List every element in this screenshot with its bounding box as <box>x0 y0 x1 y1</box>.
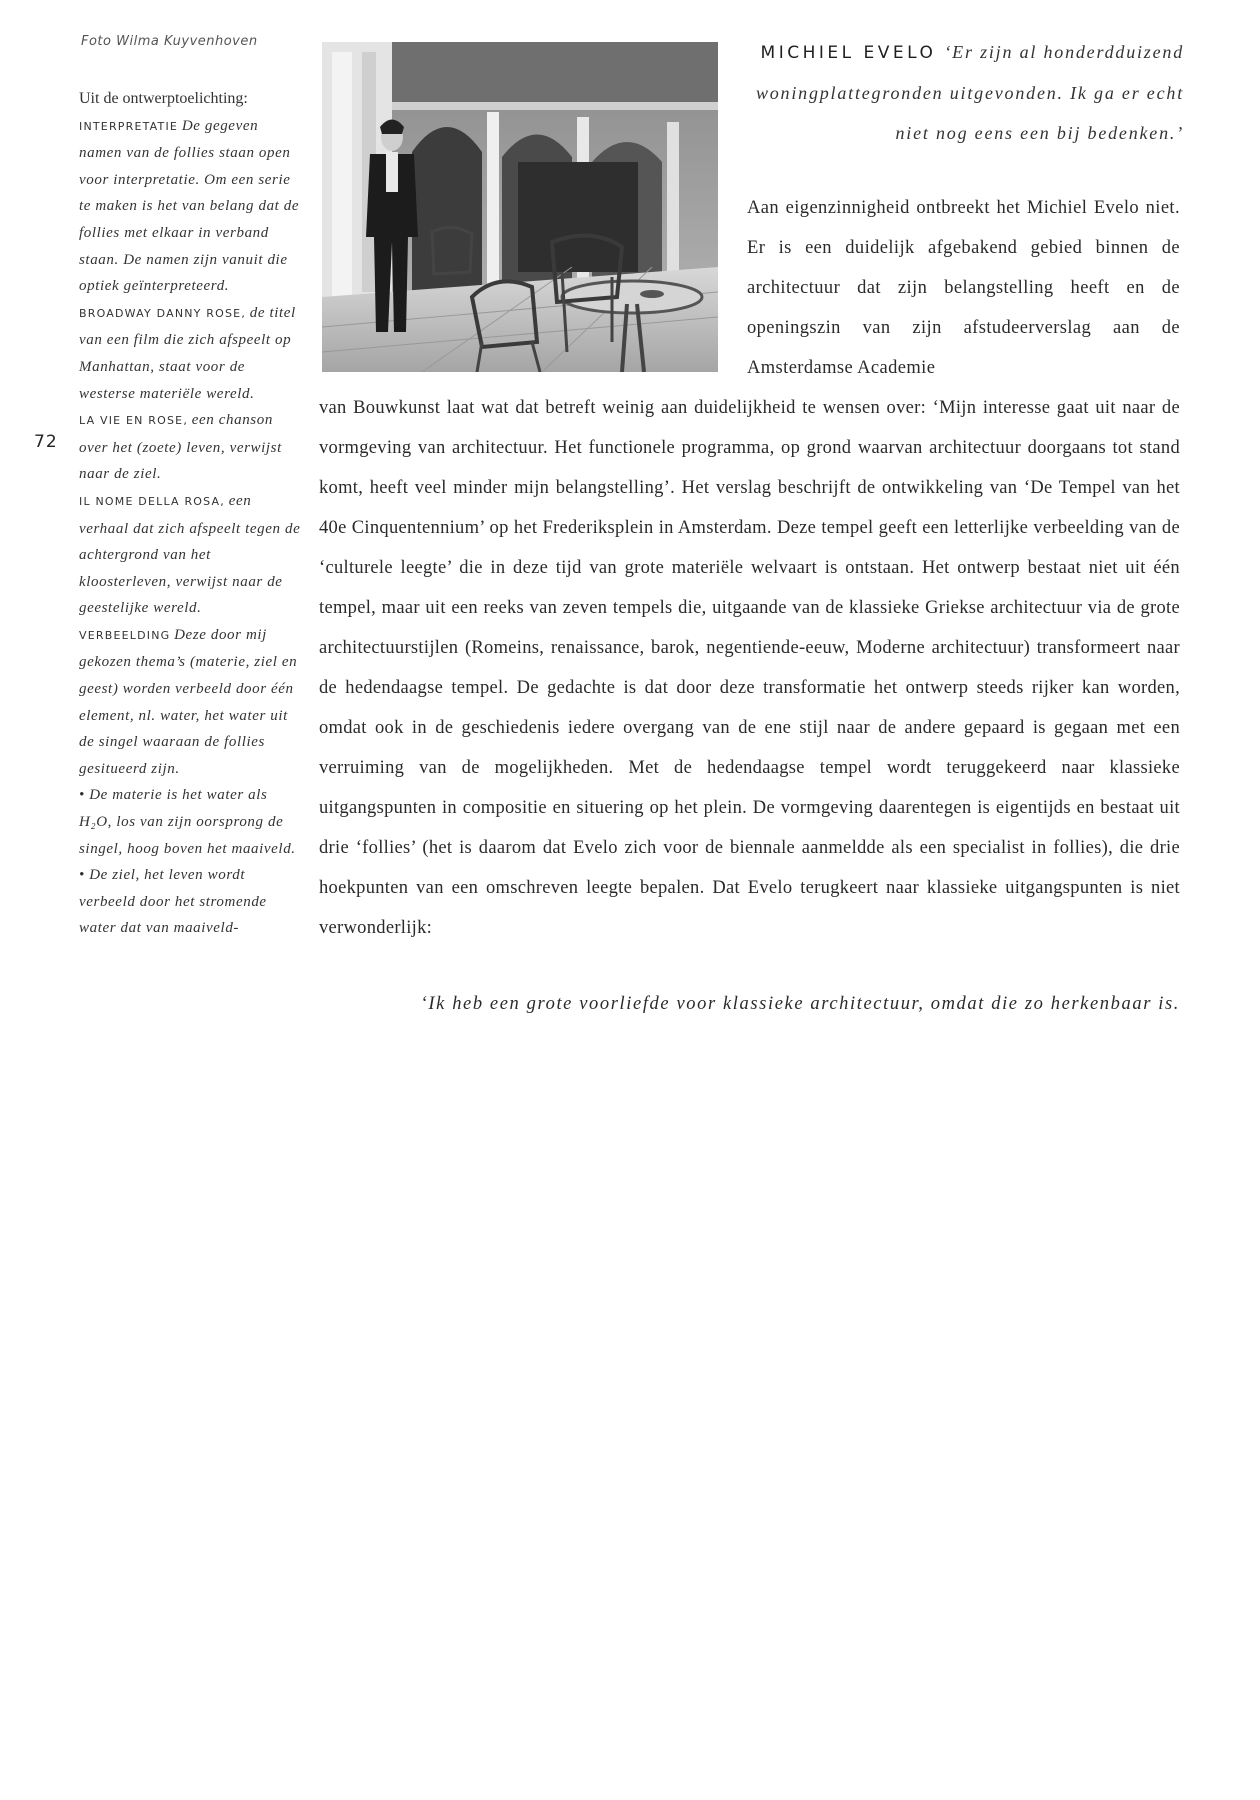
sidebar-item-il-nome-della-rosa <box>79 488 301 622</box>
sidebar-item-interpretatie <box>79 113 301 300</box>
sidebar-term: BROADWAY DANNY ROSE, <box>79 306 247 320</box>
article-header <box>740 32 1184 153</box>
sidebar-term: INTERPRETATIE <box>79 119 179 133</box>
sidebar-description: de titel van een film die zich afspeelt op Manhattan, staat voor de westerse materiële wereld. <box>79 304 296 402</box>
sidebar-notes <box>79 86 301 942</box>
closing-quote: ‘Ik heb een grote voorliefde voor klassieke architectuur, omdat die zo herkenbaar is. <box>420 994 1180 1014</box>
sidebar-item-verbeelding <box>79 622 301 783</box>
portrait-photo <box>322 42 718 372</box>
sidebar-description: De gegeven namen van de follies staan open voor interpretatie. Om een serie te maken is het van belang dat de follies met elkaar in verband staan. De namen zijn vanuit die optiek geïnterpreteerd. <box>79 117 300 295</box>
sidebar-term: LA VIE EN ROSE, <box>79 414 189 428</box>
sidebar-term: VERBEELDING <box>79 628 171 642</box>
sidebar-item-broadway-danny-rose <box>79 300 301 407</box>
page-number: 72 <box>34 432 58 452</box>
sidebar-term: IL NOME DELLA ROSA, <box>79 494 225 508</box>
photo-credit: Foto Wilma Kuyvenhoven <box>81 34 258 49</box>
sidebar-intro: Uit de ontwerptoelichting: <box>79 90 248 107</box>
photo-illustration <box>322 42 718 372</box>
sidebar-description: Deze door mij gekozen thema’s (materie, ziel en geest) worden verbeeld door één element, nl. water, het water uit de singel waaraan de follies gesitueerd zijn. <box>79 626 298 777</box>
article-paragraph-main: van Bouwkunst laat wat dat betreft weinig aan duidelijkheid te wensen over: ‘Mijn interesse gaat uit naar de vormgeving van architectuur. Het functionele programma, op grond waarvan architectuur doorgaans tot stand komt, heeft veel minder mijn belangstelling’. Het verslag beschrijft de ontwikkeling van ‘De Tempel van het 40e Cinquentennium’ op het Frederiksplein in Amsterdam. Deze tempel geeft een letterlijke verbeelding van de ‘culturele leegte’ die in deze tijd van grote materiële welvaart is ontstaan. Het ontwerp bestaat niet uit één tempel, maar uit een reeks van zeven tempels die, uitgaande van de klassieke Griekse architectuur via de grote architectuurstijlen (Romeins, renaissance, barok, negentiende-eeuw, Moderne architectuur) transformeert naar de hedendaagse tempel. De gedachte is dat door deze transformatie het ontwerp steeds rijker kan worden, omdat ook in de geschiedenis iedere overgang van de ene stijl naar de andere gepaard is gegaan met een verruiming van de mogelijkheden. Met de hedendaagse tempel wordt teruggekeerd naar klassieke uitgangspunten in compositie en situering op het plein. De vormgeving daarentegen is eigentijds en bestaat uit drie ‘follies’ (het is daarom dat Evelo zich voor de biennale aanmeldde als een specialist in follies), die drie hoekpunten van een omschreven leegte bepalen. Dat Evelo terugkeert naar klassieke uitgangspunten is niet verwonderlijk: <box>319 398 1180 938</box>
header-quote: ‘Er zijn al honderdduizend woningplattegronden uitgevonden. Ik ga er echt niet nog eens een bij bedenken.’ <box>755 42 1184 143</box>
sidebar-item-la-vie-en-rose <box>79 407 301 488</box>
article-paragraph-top: Aan eigenzinnigheid ontbreekt het Michiel Evelo niet. Er is een duidelijk afgebakend gebied binnen de architectuur dat zijn belangstelling heeft en de openingszin van zijn afstudeerverslag aan de Amsterdamse Academie <box>747 198 1180 378</box>
sidebar-description: een verhaal dat zich afspeelt tegen de achtergrond van het kloosterleven, verwijst naar de geestelijke wereld. <box>79 492 301 617</box>
architect-name: MICHIEL EVELO <box>760 43 937 63</box>
sidebar-bullet: • De ziel, het leven wordt verbeeld door het stromende water dat van maaiveld- <box>79 867 267 937</box>
sidebar-bullet: • De materie is het water als H₂O, los van zijn oorsprong de singel, hoog boven het maaiveld. <box>79 787 296 857</box>
sidebar-description: een chanson over het (zoete) leven, verwijst naar de ziel. <box>79 412 282 483</box>
